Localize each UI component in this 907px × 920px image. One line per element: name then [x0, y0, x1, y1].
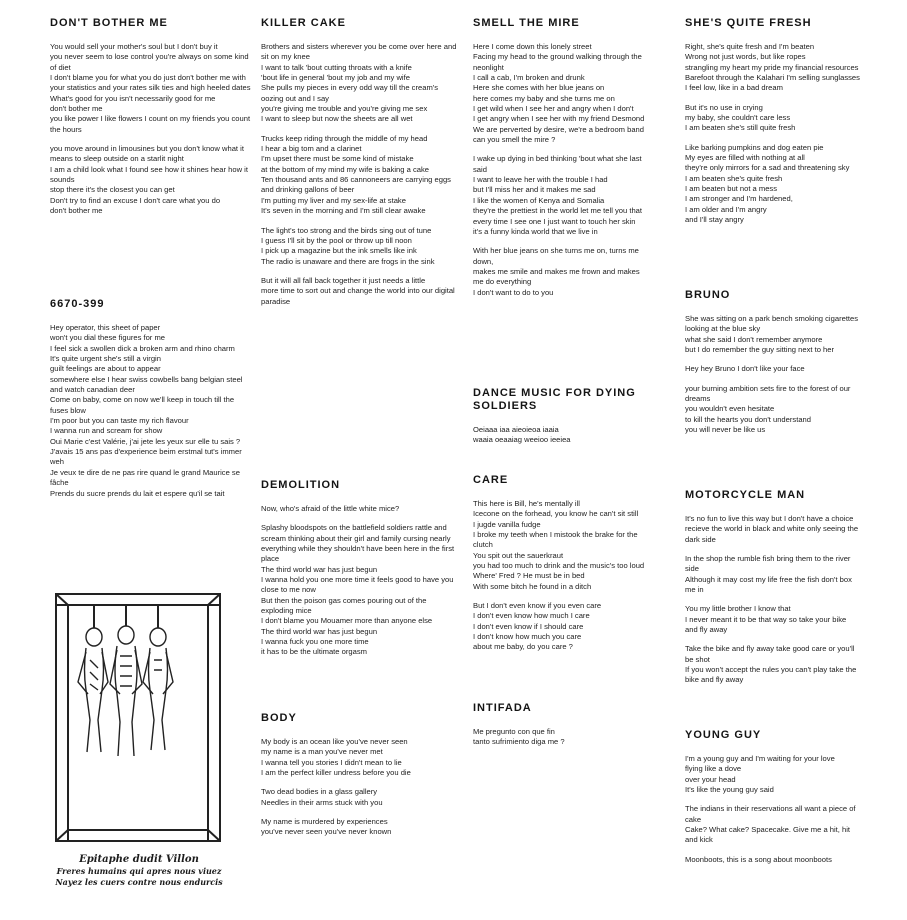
lyric-line: my baby, she couldn't care less: [685, 113, 791, 123]
lyric-line: I don't blame you for what you do just don't bother me with your statistics and your rates silk ties and high heeled dates: [50, 73, 251, 93]
lyric-line: you had too much to drink and the music's too loud: [473, 561, 645, 571]
stanza: [261, 276, 457, 307]
lyric-line: I hear a big tom and a clarinet: [261, 144, 362, 154]
lyric-line: Don't try to find an excuse I don't care what you do: [50, 195, 221, 205]
lyric-line: I feel low, like in a bad dream: [685, 83, 783, 93]
lyric-line: Right, she's quite fresh and I'm beaten: [685, 42, 815, 51]
stanza: [473, 601, 649, 653]
lyric-line: Like barking pumpkins and dog eaten pie: [685, 142, 824, 152]
lyric-line: Needles in their arms stuck with you: [261, 797, 383, 807]
lyric-line: Although it may cost my life free the fish don't box me in: [685, 574, 852, 595]
lyric-line: It's seven in the morning and I'm still clear awake: [261, 206, 426, 216]
lyric-line: Two dead bodies in a glass gallery: [261, 787, 378, 797]
stanza: [261, 504, 457, 514]
caption-title: Epitaphe dudit Villon: [79, 854, 199, 865]
lyric-line: can you smell the mire ?: [473, 135, 556, 145]
lyric-line: I wanna hold you one more time it feels good to have you close to me now: [261, 575, 454, 595]
lyric-line: Barefoot through the Kalahari I'm selling sunglasses: [685, 73, 860, 83]
song-dance-music-for-dying-soldiers: [473, 387, 649, 455]
lyric-line: somewhere else I hear swiss cowbells bang belgian steel and watch canadian deer: [50, 374, 243, 395]
lyric-line: I like the women of Kenya and Somalia: [473, 195, 605, 205]
lyric-line: It's no fun to live this way but I don't have a choice: [685, 514, 854, 523]
stanza: [685, 754, 860, 795]
lyric-line: I'm poor but you can taste my rich flavour: [50, 416, 189, 426]
lyric-line: I never meant it to be that way so take your bike and fly away: [685, 614, 847, 635]
lyric-line: Prends du sucre prends du lait et espere qu'il se tait: [50, 488, 225, 498]
lyric-line: they're only mirrors for a sad and threatening sky: [685, 163, 850, 173]
lyric-line: you move around in limousines but you don't know what it means to sleep outside on a starlit night: [50, 144, 244, 164]
song-6670-399: [50, 298, 254, 508]
hanged-men-woodcut: [50, 590, 226, 845]
lyric-line: Hey operator, this sheet of paper: [50, 323, 161, 332]
lyric-line: it's a funny kinda world that we live in: [473, 226, 598, 236]
stanza: [685, 604, 860, 635]
lyric-line: Trucks keep riding through the middle of my head: [261, 133, 428, 143]
stanza: [261, 42, 457, 125]
lyric-line: 'bout life in general 'bout my job and my wife: [261, 73, 410, 83]
lyric-line: every time I see one I just want to touch her skin: [473, 216, 636, 226]
stanza: [685, 514, 860, 545]
lyric-line: you never seem to lose control you're always on some kind of diet: [50, 52, 249, 72]
lyric-line: here comes my baby and she turns me on: [473, 93, 615, 103]
song-body: [261, 712, 457, 847]
lyric-line: looking at the blue sky: [685, 324, 761, 334]
lyric-line: I don't want to do to you: [473, 287, 554, 297]
lyric-line: Oeiaaa iaa aieoieoa iaaia: [473, 425, 559, 434]
lyric-line: I get angry when I see her with my friend Desmond: [473, 114, 645, 124]
song-title: BODY: [261, 712, 297, 724]
lyric-line: my name is a man you've never met: [261, 747, 383, 757]
lyric-line: The light's too strong and the birds sing out of tune: [261, 225, 432, 235]
lyric-line: Oui Marie c'est Valérie, j'ai jete les yeux sur elle tu sais ?: [50, 436, 241, 446]
stanza: [473, 425, 649, 446]
lyric-line: I am a child look what I found see how it shines hear how it sounds: [50, 164, 248, 185]
lyric-line: But I don't even know if you even care: [473, 601, 602, 611]
lyric-line: Now, who's afraid of the little white mice?: [261, 504, 400, 513]
stanza: [685, 554, 860, 595]
lyric-line: Me pregunto con que fin: [473, 727, 555, 736]
lyric-line: I am beaten she's still quite fresh: [685, 123, 796, 133]
lyric-line: to kill the hearts you don't understand: [685, 414, 811, 424]
lyric-line: If you won't accept the rules you can't play take the bike and fly away: [685, 665, 857, 685]
lyric-line: tanto sufrimiento diga me ?: [473, 737, 565, 747]
lyric-line: you wouldn't even hesitate: [685, 404, 775, 414]
song-smell-the-mire: [473, 17, 649, 307]
lyric-line: But it's no use in crying: [685, 102, 763, 112]
lyric-line: Splashy bloodspots on the battlefield soldiers rattle and scream thinking about their girl and family cursing nearly: [261, 523, 451, 543]
stanza: [685, 42, 860, 94]
lyric-line: Ten thousand ants and 86 cannoneers are carrying eggs and drinking gallons of beer: [261, 175, 451, 195]
lyric-line: With some bitch he found in a ditch: [473, 581, 592, 591]
lyric-line: Come on baby, come on now we'll keep in touch till the fuses blow: [50, 395, 235, 415]
lyric-line: We are perverted by desire, we're a bedroom band: [473, 124, 644, 134]
lyric-line: strangling my heart my pride my financial resources: [685, 62, 859, 72]
lyric-line: it has to be the ultimate orgasm: [261, 647, 367, 657]
lyric-line: you like power I like flowers I count on my friends you count the hours: [50, 114, 251, 134]
lyric-line: Cake? What cake? Spacecake. Give me a hit, hit and kick: [685, 825, 851, 845]
lyric-line: I want to talk 'bout cutting throats with a knife: [261, 62, 412, 72]
lyric-line: about me baby, do you care ?: [473, 642, 573, 652]
lyric-line: I am the perfect killer undress before you die: [261, 768, 411, 778]
lyric-line: everything while they shouldn't have been here in the first place: [261, 544, 455, 564]
lyric-line: over your head: [685, 774, 736, 784]
lyric-line: I'm a young guy and I'm waiting for your love: [685, 754, 835, 763]
lyric-line: I pick up a magazine but the ink smells like ink: [261, 246, 417, 256]
song-title: BRUNO: [685, 289, 731, 301]
lyric-line: Where' Fred ? He must be in bed: [473, 571, 585, 581]
song-title: 6670-399: [50, 298, 105, 310]
lyric-line: Moonboots, this is a song about moonboots: [685, 854, 832, 864]
lyric-line: My name is murdered by experiences: [261, 817, 388, 827]
lyric-line: Icecone on the forhead, you know he can't sit still: [473, 509, 639, 519]
stanza: [261, 817, 457, 838]
lyric-line: I wanna run and scream for show: [50, 426, 163, 436]
lyric-line: It's like the young guy said: [685, 785, 774, 795]
song-young-guy: [685, 729, 860, 874]
lyric-line: recieve the world in black and white only seeing the dark side: [685, 524, 859, 544]
lyric-line: I want to leave her with the trouble I had: [473, 175, 608, 185]
lyric-line: I am beaten but not a mess: [685, 184, 778, 194]
lyric-line: Je veux te dire de ne pas rire quand le grand Maurice se fâche: [50, 467, 240, 488]
lyric-line: I broke my teeth when I mistook the brake for the clutch: [473, 530, 638, 550]
stanza: [50, 42, 254, 135]
lyric-line: The radio is unaware and there are frogs in the sink: [261, 256, 435, 266]
lyric-line: I wanna fuck you one more time: [261, 637, 369, 647]
lyric-line: what she said I don't remember anymore: [685, 334, 823, 344]
lyric-line: But then the poison gas comes pouring out of the exploding mice: [261, 595, 427, 616]
stanza: [685, 103, 860, 134]
song-intifada: [473, 702, 649, 757]
stanza: [261, 787, 457, 808]
lyric-line: won't you dial these figures for me: [50, 333, 165, 343]
song-title: SHE'S QUITE FRESH: [685, 17, 812, 29]
caption-line-1: Freres humains qui apres nous viuez: [56, 866, 222, 876]
lyric-line: and I'll stay angry: [685, 215, 744, 225]
stanza: [685, 314, 860, 355]
lyric-line: I don't blame you Mouamer more than anyone else: [261, 616, 433, 626]
stanza: [261, 737, 457, 778]
lyric-line: I wanna tell you stories I didn't mean to lie: [261, 757, 402, 767]
woodcut-caption: [50, 853, 228, 888]
song-bruno: [685, 289, 860, 444]
stanza: [261, 134, 457, 217]
song-title: SMELL THE MIRE: [473, 17, 580, 29]
song-shes-quite-fresh: [685, 17, 860, 235]
lyric-line: She was sitting on a park bench smoking cigarettes: [685, 314, 859, 323]
stanza: [50, 323, 254, 499]
lyric-line: flying like a dove: [685, 764, 742, 774]
caption-line-2: Nayez les cuers contre nous endurcis: [55, 877, 223, 887]
lyric-line: I don't even know if I should care: [473, 621, 584, 631]
stanza: [261, 226, 457, 267]
lyric-line: I guess I'll sit by the pool or throw up till noon: [261, 235, 412, 245]
lyric-line: My eyes are filled with nothing at all: [685, 153, 805, 163]
lyric-line: I don't know how much you care: [473, 632, 582, 642]
song-demolition: [261, 479, 457, 667]
stanza: [473, 727, 649, 748]
lyric-line: I get wild when I see her and angry when I don't: [473, 104, 634, 114]
lyric-line: It's quite urgent she's still a virgin: [50, 354, 161, 364]
song-title: YOUNG GUY: [685, 729, 762, 741]
lyric-line: She pulls my pieces in every odd way till the cream's oozing out and I say: [261, 83, 439, 103]
stanza: [473, 246, 649, 298]
lyric-line: Brothers and sisters wherever you be come over here and sit on my knee: [261, 42, 457, 62]
lyric-line: J'avais 15 ans pas d'experience beim erstmal tut's immer weh: [50, 447, 242, 467]
lyric-line: What's good for you isn't necessarily good for me: [50, 93, 216, 103]
lyric-line: guilt feelings are about to appear: [50, 364, 161, 374]
stanza: [685, 364, 860, 374]
lyric-line: I don't even know how much I care: [473, 611, 590, 621]
lyric-line: With her blue jeans on she turns me on, turns me down,: [473, 246, 639, 266]
lyric-line: In the shop the rumble fish bring them to the river side: [685, 554, 851, 574]
stanza: [685, 384, 860, 436]
lyric-line: you've never seen you've never known: [261, 827, 392, 837]
stanza: [473, 499, 649, 592]
lyric-line: they're the prettiest in the world let me tell you that: [473, 206, 643, 216]
stanza: [473, 154, 649, 237]
lyric-line: Take the bike and fly away take good care or you'll be shot: [685, 644, 855, 664]
lyric-line: You would sell your mother's soul but I don't buy it: [50, 42, 218, 51]
lyric-line: stop there it's the closest you can get: [50, 185, 175, 195]
lyric-line: your burning ambition sets fire to the forest of our dreams: [685, 383, 851, 404]
lyric-line: I feel sick a swollen dick a broken arm and rhino charm: [50, 343, 235, 353]
song-title: CARE: [473, 474, 509, 486]
lyric-line: you will never be like us: [685, 425, 766, 435]
song-killer-cake: [261, 17, 457, 316]
stanza: [685, 644, 860, 685]
lyric-line: I wake up dying in bed thinking 'bout what she last said: [473, 154, 642, 174]
lyric-line: but I do remember the guy sitting next to her: [685, 345, 835, 355]
song-title: INTIFADA: [473, 702, 532, 714]
lyric-line: don't bother me: [50, 104, 103, 114]
lyric-line: I call a cab, I'm broken and drunk: [473, 73, 585, 83]
stanza: [685, 804, 860, 845]
lyric-line: I am stronger and I'm hardened,: [685, 194, 793, 204]
lyric-line: I'm putting my liver and my sex-life at stake: [261, 195, 406, 205]
lyric-line: The third world war has just begun: [261, 564, 378, 574]
song-title: MOTORCYCLE MAN: [685, 489, 806, 501]
lyric-line: This here is Bill, he's mentally ill: [473, 499, 580, 508]
song-dont-bother-me: [50, 17, 254, 226]
lyric-line: Wrong not just words, but like ropes: [685, 52, 806, 62]
lyric-line: Here she comes with her blue jeans on: [473, 83, 605, 93]
lyric-line: but I'll miss her and it makes me sad: [473, 185, 596, 195]
lyric-line: I am older and I'm angry: [685, 204, 767, 214]
lyric-line: But it will all fall back together it just needs a little: [261, 275, 426, 285]
stanza: [473, 42, 649, 145]
stanza: [685, 855, 860, 865]
lyric-line: you're giving me trouble and you're giving me sex: [261, 104, 428, 114]
lyric-line: don't bother me: [50, 206, 103, 216]
lyric-line: Facing my head to the ground walking through the neonlight: [473, 52, 642, 72]
lyric-line: The third world war has just begun: [261, 626, 378, 636]
song-title: KILLER CAKE: [261, 17, 346, 29]
lyric-line: I'm upset there must be some kind of mistake: [261, 154, 414, 164]
lyric-line: I want to sleep but now the sheets are all wet: [261, 114, 413, 124]
song-title: DANCE MUSIC FOR DYING SOLDIERS: [473, 387, 636, 412]
lyric-line: You spit out the sauerkraut: [473, 550, 564, 560]
song-motorcycle-man: [685, 489, 860, 695]
stanza: [685, 143, 860, 226]
lyric-line: I am beaten she's quite fresh: [685, 173, 783, 183]
lyric-line: My body is an ocean like you've never seen: [261, 737, 408, 746]
stanza: [50, 144, 254, 216]
lyric-line: The indians in their reservations all want a piece of cake: [685, 804, 856, 824]
song-title: DEMOLITION: [261, 479, 341, 491]
lyric-line: Hey hey Bruno I don't like your face: [685, 364, 805, 374]
stanza: [261, 523, 457, 657]
song-title: DON'T BOTHER ME: [50, 17, 168, 29]
lyric-line: at the bottom of my mind my wife is baking a cake: [261, 164, 429, 174]
song-care: [473, 474, 649, 662]
lyric-line: Here I come down this lonely street: [473, 42, 592, 51]
lyric-line: makes me smile and makes me frown and makes me do everything: [473, 266, 640, 287]
lyric-line: waaia oeaaiag weeioo ieeiea: [473, 435, 571, 445]
lyric-line: You my little brother I know that: [685, 604, 791, 614]
lyric-line: more time to sort out and change the world into our digital paradise: [261, 286, 455, 306]
lyric-line: I jugde vanilla fudge: [473, 519, 541, 529]
